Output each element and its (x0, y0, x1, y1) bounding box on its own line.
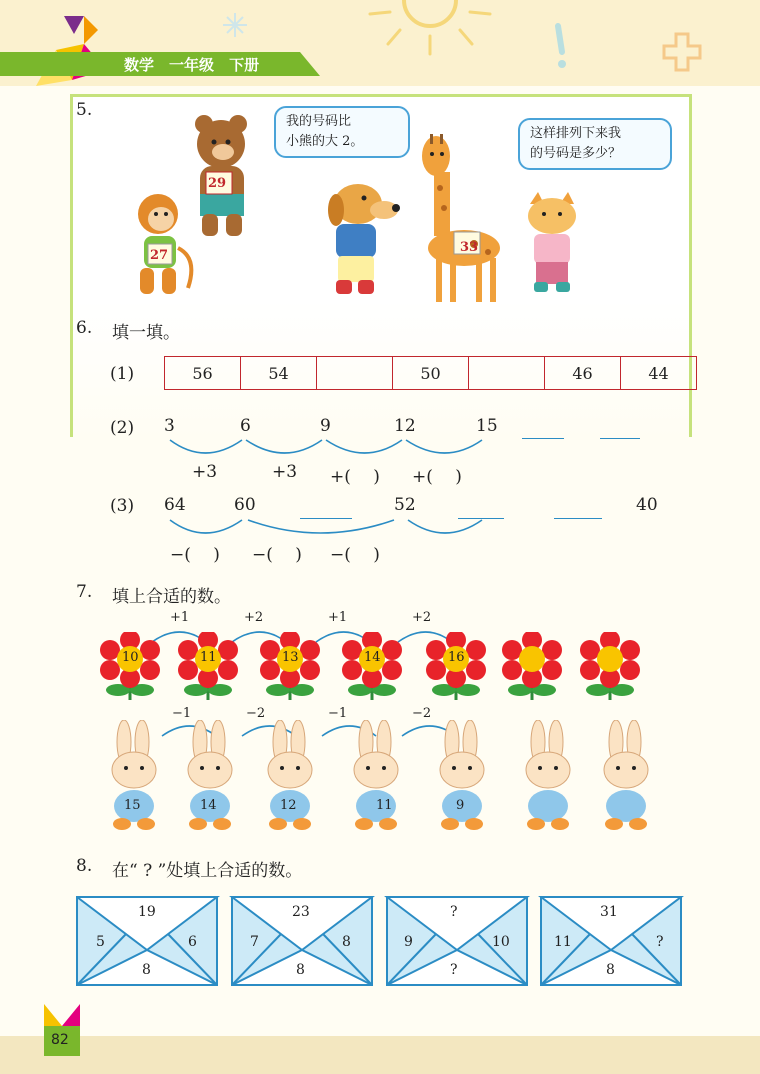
flower-blank[interactable] (502, 632, 562, 700)
envelope-left-number: 7 (250, 934, 259, 950)
rabbit-op: −2 (246, 706, 266, 721)
q6-part3-arcs (160, 518, 500, 542)
sequence-number: 3 (164, 416, 175, 436)
dog-speech-bubble (274, 106, 410, 158)
flower-op: +1 (170, 610, 190, 625)
dog-bubble-line-2: 小熊的大 2。 (286, 134, 364, 149)
question-7-title: 填上合适的数。 (112, 587, 231, 607)
page-number: 82 (51, 1032, 69, 1048)
sequence-number: 64 (164, 495, 186, 515)
q6-part3-label: (3) (110, 496, 135, 516)
cat-bubble-line-2: 的号码是多少？ (530, 146, 622, 161)
flower-number: 16 (448, 650, 465, 665)
envelope-right-number: 8 (342, 934, 351, 950)
rabbit (354, 720, 398, 830)
q6-part2-arcs (160, 438, 500, 462)
envelope-left-number: 11 (554, 934, 572, 950)
sequence-number: 9 (320, 416, 331, 436)
question-8-title: 在“ ? ”处填上合适的数。 (112, 861, 303, 881)
question-7-number: 7. (76, 582, 93, 602)
rabbit-blank[interactable] (604, 720, 648, 830)
envelope-right-number: 6 (188, 934, 197, 950)
rabbit-number: 12 (280, 798, 297, 813)
rabbit (268, 720, 312, 830)
q6-number-table (164, 356, 697, 390)
flower (342, 632, 402, 700)
envelope-row (76, 896, 686, 988)
envelope-top-number: 23 (292, 904, 310, 920)
exclamation-decoration-icon (540, 22, 580, 72)
table-cell: 46 (545, 357, 621, 390)
question-8-number: 8. (76, 856, 93, 876)
sequence-number: 60 (234, 495, 256, 515)
rabbit-number: 11 (376, 798, 393, 813)
flower-blank[interactable] (580, 632, 640, 700)
giraffe-illustration (414, 128, 524, 308)
envelope-right-number[interactable]: ? (656, 934, 664, 950)
q6-part1-label: (1) (110, 364, 135, 384)
operation-label: +( ) (412, 467, 462, 487)
operation-label: +( ) (330, 467, 380, 487)
bottom-decorative-band (0, 1036, 760, 1074)
flower-op: +2 (412, 610, 432, 625)
table-cell: 44 (621, 357, 697, 390)
q6-part2-label: (2) (110, 418, 135, 438)
question-6-title: 填一填。 (112, 323, 180, 343)
envelope-bottom-number: 8 (606, 962, 615, 978)
table-cell: 50 (393, 357, 469, 390)
operation-label: −( ) (330, 545, 380, 565)
envelope-left-number: 5 (96, 934, 105, 950)
envelope-bottom-number: 8 (142, 962, 151, 978)
envelope-top-number: 31 (600, 904, 618, 920)
flower (260, 632, 320, 700)
header-title: 数学 一年级 下册 (124, 56, 260, 74)
sequence-number: 12 (394, 416, 416, 436)
sun-decoration-icon (360, 0, 500, 60)
rabbit-op: −2 (412, 706, 432, 721)
sparkle-decoration-icon (220, 10, 250, 40)
rabbit-op: −1 (328, 706, 348, 721)
envelope-bottom-number[interactable]: ? (450, 962, 458, 978)
cat-bubble-line-1: 这样排列下来我 (530, 126, 622, 141)
rabbit (440, 720, 484, 830)
dog-bubble-line-1: 我的号码比 (286, 114, 352, 129)
flower-op: +2 (244, 610, 264, 625)
plus-decoration-icon (660, 30, 704, 74)
rabbit-row (98, 720, 668, 838)
table-cell-blank[interactable] (469, 357, 545, 390)
cat-illustration (518, 192, 588, 296)
question-5-number: 5. (76, 100, 93, 120)
sequence-number: 15 (476, 416, 498, 436)
flower (178, 632, 238, 700)
envelope-bottom-number: 8 (296, 962, 305, 978)
envelope-top-number: 19 (138, 904, 156, 920)
rabbit-number: 9 (456, 798, 465, 813)
sequence-number: 6 (240, 416, 251, 436)
rabbit (112, 720, 156, 830)
answer-blank[interactable] (600, 438, 640, 439)
rabbit-number: 15 (124, 798, 141, 813)
envelope-right-number: 10 (492, 934, 510, 950)
rabbit (188, 720, 232, 830)
envelope-top-number[interactable]: ? (450, 904, 458, 920)
answer-blank[interactable] (522, 438, 564, 439)
operation-label: +3 (192, 462, 218, 482)
envelope-left-number: 9 (404, 934, 413, 950)
monkey-bib-number: 27 (150, 248, 169, 263)
flower-number: 14 (364, 650, 381, 665)
rabbit-blank[interactable] (526, 720, 570, 830)
flower-number: 13 (282, 650, 299, 665)
colorful-logo-icon (36, 10, 110, 90)
flower-number: 11 (200, 650, 217, 665)
sequence-number: 40 (636, 495, 658, 515)
giraffe-bib-number: 33 (460, 240, 479, 255)
operation-label: −( ) (170, 545, 220, 565)
cat-speech-bubble (518, 118, 672, 170)
flower-number: 10 (122, 650, 139, 665)
operation-label: −( ) (252, 545, 302, 565)
answer-blank[interactable] (554, 518, 602, 519)
table-cell: 56 (165, 357, 241, 390)
flower (100, 632, 160, 700)
operation-label: +3 (272, 462, 298, 482)
table-cell-blank[interactable] (317, 357, 393, 390)
rabbit-op: −1 (172, 706, 192, 721)
rabbit-number: 14 (200, 798, 217, 813)
flower (426, 632, 486, 700)
question-6-number: 6. (76, 318, 93, 338)
bear-bib-number: 29 (208, 176, 227, 191)
flower-op: +1 (328, 610, 348, 625)
sequence-number: 52 (394, 495, 416, 515)
table-cell: 54 (241, 357, 317, 390)
flower-row (100, 632, 660, 704)
dog-illustration (318, 180, 404, 300)
